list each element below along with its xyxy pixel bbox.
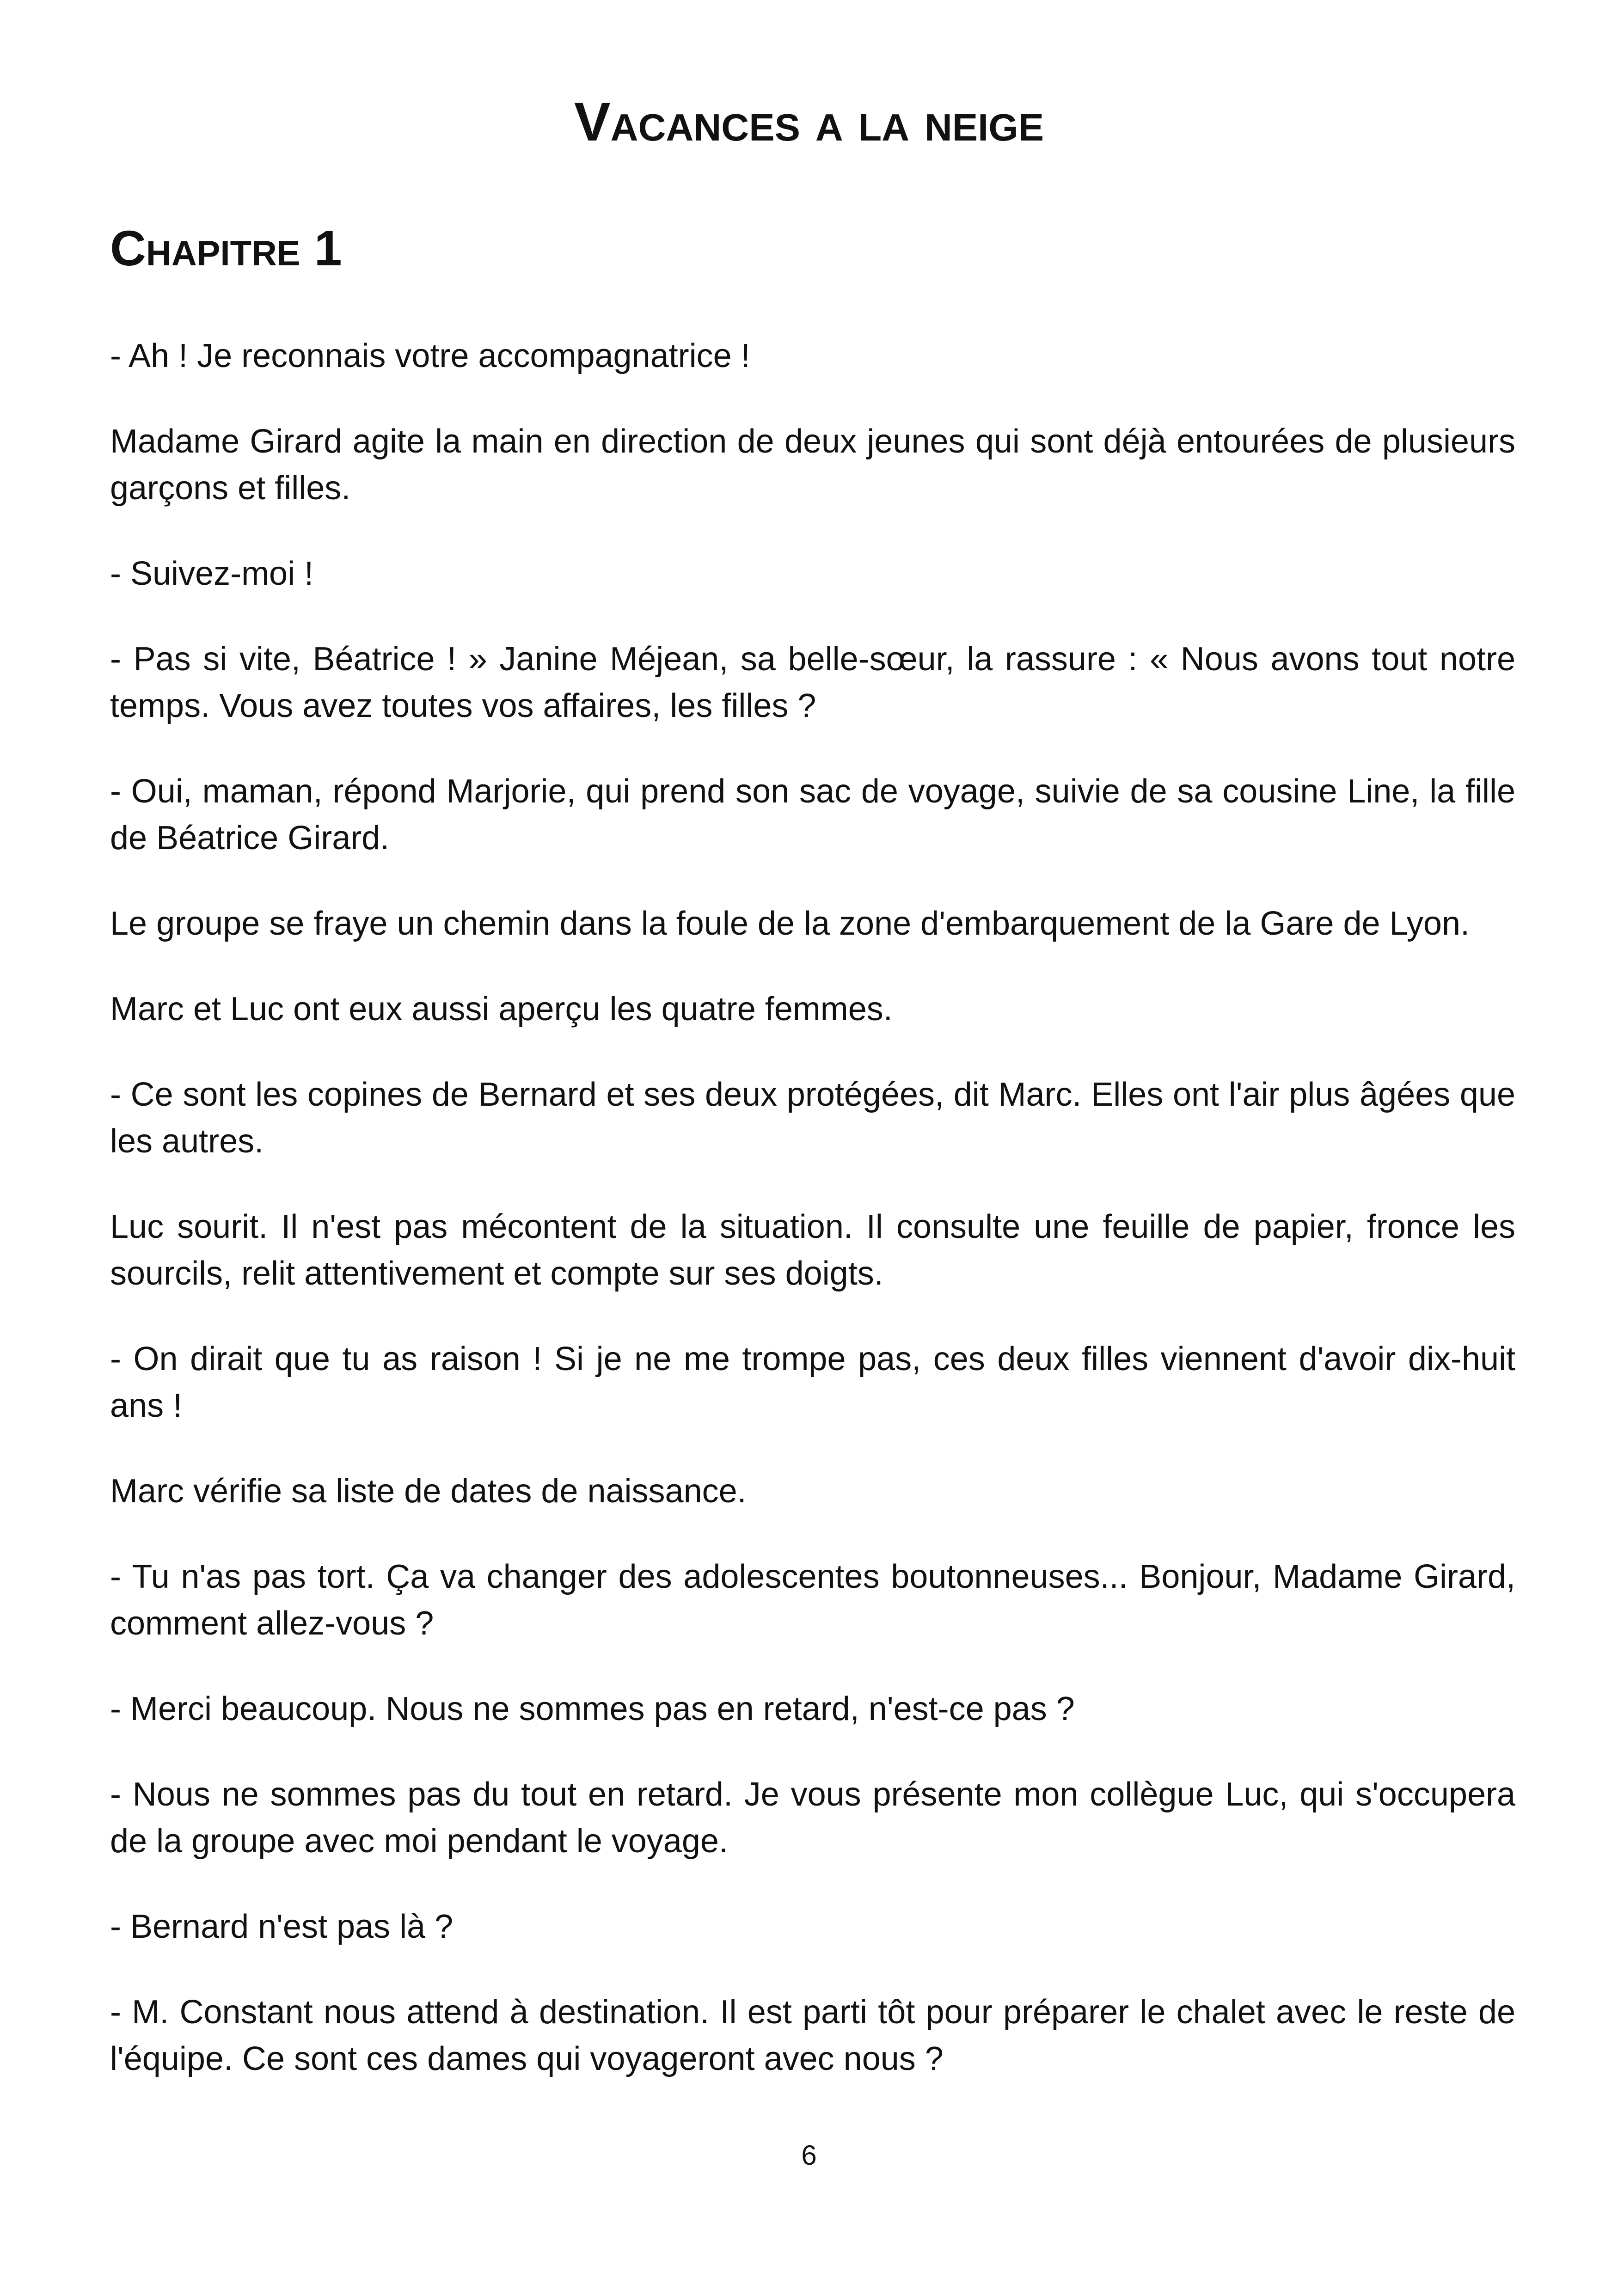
paragraph: - Ah ! Je reconnais votre accompagnatrice ! [110, 337, 750, 374]
paragraph: - Oui, maman, répond Marjorie, qui prend son sac de voyage, suivie de sa cousine Line, la fille de Béatrice Girard. [110, 773, 1515, 857]
page-number: 6 [801, 2140, 817, 2171]
paragraph: Luc sourit. Il n'est pas mécontent de la situation. Il consulte une feuille de papier, fronce les sourcils, relit attentivement et compte sur ses doigts. [110, 1208, 1515, 1292]
paragraph: Marc et Luc ont eux aussi aperçu les quatre femmes. [110, 991, 893, 1028]
paragraph: - Pas si vite, Béatrice ! » Janine Méjean, sa belle-sœur, la rassure : « Nous avons tout notre temps. Vous avez toutes vos affaires, les filles ? [110, 641, 1515, 724]
paragraph: - Ce sont les copines de Bernard et ses deux protégées, dit Marc. Elles ont l'air plus âgées que les autres. [110, 1076, 1515, 1160]
paragraph: Le groupe se fraye un chemin dans la foule de la zone d'embarquement de la Gare de Lyon. [110, 905, 1470, 942]
chapter-heading: Chapitre 1 [110, 220, 342, 276]
paragraph: - Tu n'as pas tort. Ça va changer des adolescentes boutonneuses... Bonjour, Madame Girard, comment allez-vous ? [110, 1558, 1515, 1642]
paragraph: - Nous ne sommes pas du tout en retard. Je vous présente mon collègue Luc, qui s'occupera de la groupe avec moi pendant le voyage. [110, 1776, 1515, 1860]
paragraph: - Merci beaucoup. Nous ne sommes pas en retard, n'est-ce pas ? [110, 1690, 1075, 1727]
paragraph: - Suivez-moi ! [110, 555, 314, 592]
paragraph: Madame Girard agite la main en direction de deux jeunes qui sont déjà entourées de plusieurs garçons et filles. [110, 423, 1515, 507]
paragraph: - On dirait que tu as raison ! Si je ne me trompe pas, ces deux filles viennent d'avoir dix-huit ans ! [110, 1341, 1515, 1424]
body-text [110, 333, 1515, 2121]
paragraph: Marc vérifie sa liste de dates de naissance. [110, 1473, 747, 1510]
paragraph: - Bernard n'est pas là ? [110, 1908, 454, 1945]
paragraph: - M. Constant nous attend à destination. Il est parti tôt pour préparer le chalet avec le reste de l'équipe. Ce sont ces dames qui voyageront avec nous ? [110, 1994, 1515, 2077]
document-title: Vacances a la neige [574, 92, 1044, 153]
